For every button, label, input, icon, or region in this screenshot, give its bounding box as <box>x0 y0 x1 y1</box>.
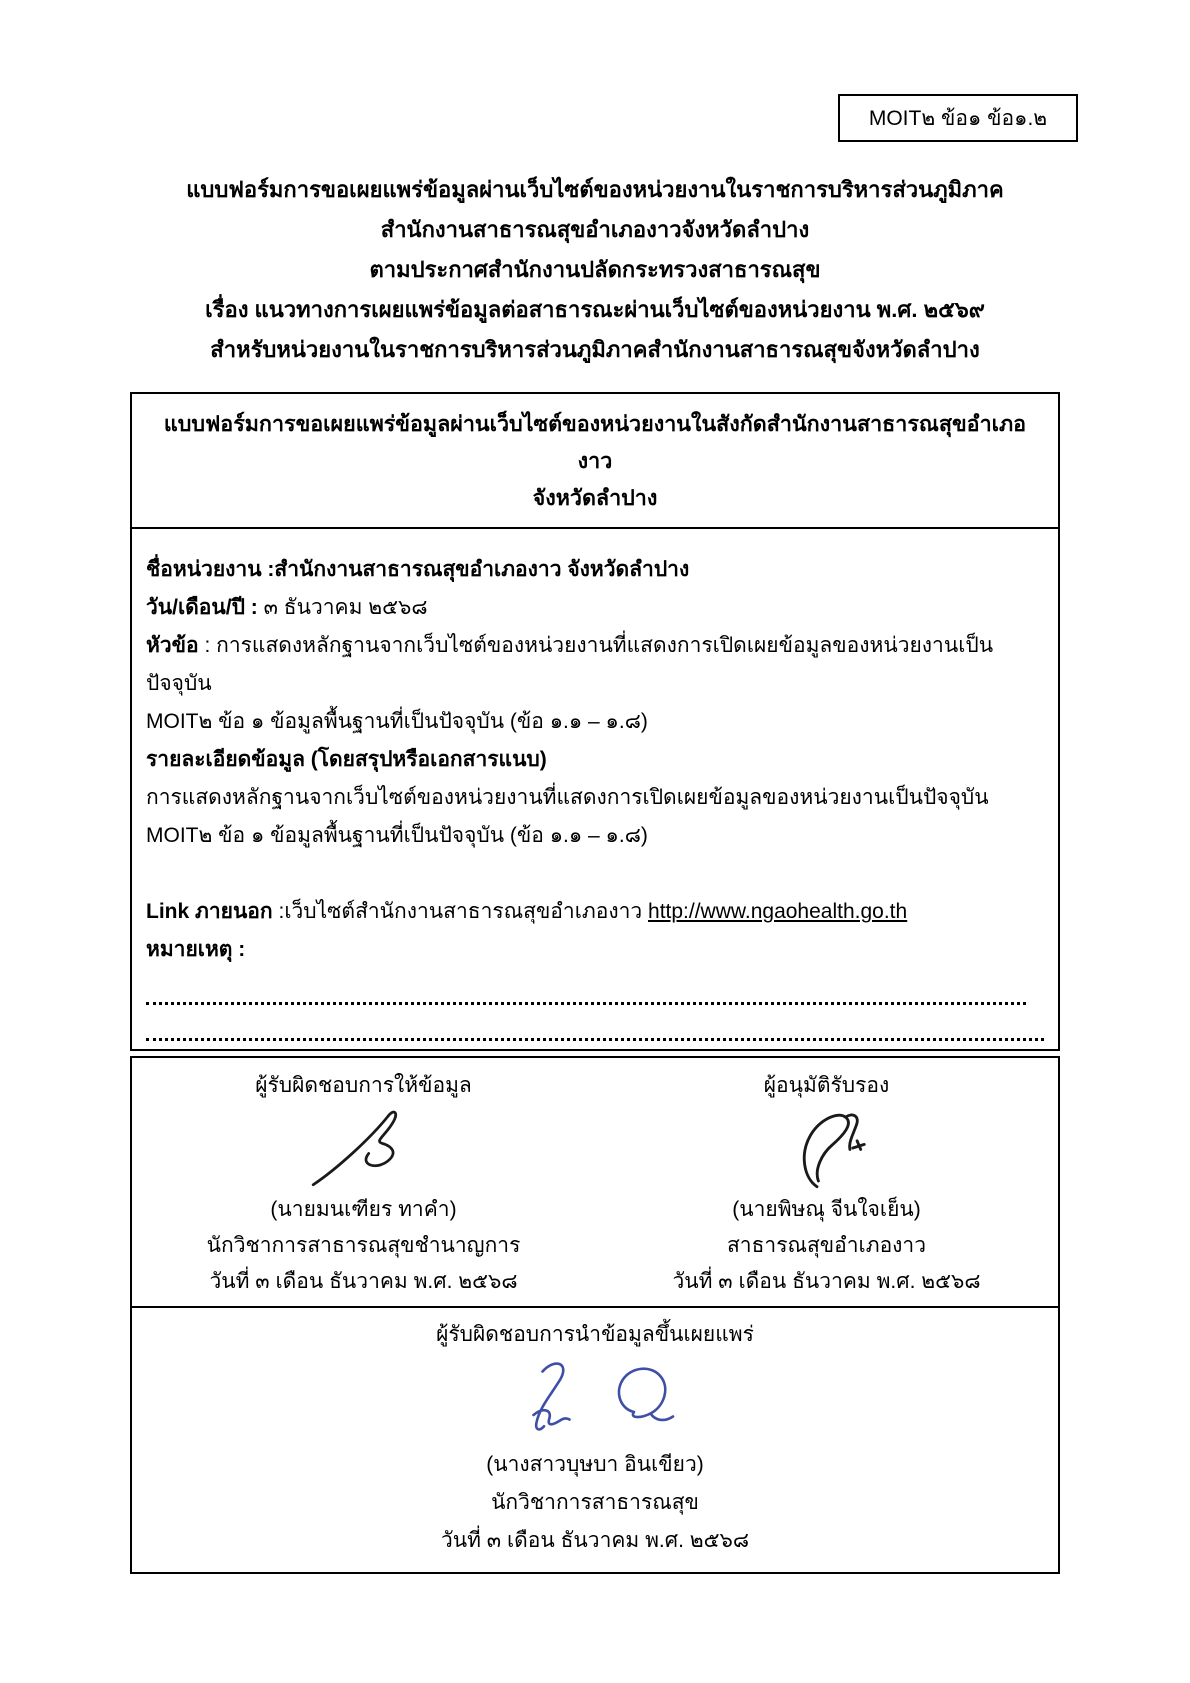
form-header-line-2: จังหวัดลำปาง <box>532 486 658 510</box>
blank-line <box>146 855 1044 893</box>
details-line-1: การแสดงหลักฐานจากเว็บไซต์ของหน่วยงานที่แสดงการเปิดเผยข้อมูลของหน่วยงานเป็นปัจจุบัน <box>146 786 989 809</box>
title-line-4: เรื่อง แนวทางการเผยแพร่ข้อมูลต่อสาธารณะผ่านเว็บไซต์ของหน่วยงาน พ.ศ. ๒๕๖๙ <box>205 297 985 322</box>
approver-date: วันที่ ๓ เดือน ธันวาคม พ.ศ. ๒๕๖๘ <box>672 1270 981 1293</box>
document-title-block <box>120 0 1070 370</box>
details-line-2: MOIT๒ ข้อ ๑ ข้อมูลพื้นฐานที่เป็นปัจจุบัน (ข้อ ๑.๑ – ๑.๘) <box>146 824 648 847</box>
ink-signature-black-icon <box>279 1105 449 1191</box>
publisher-box <box>130 1306 1060 1574</box>
publisher-heading: ผู้รับผิดชอบการนำข้อมูลขึ้นเผยแพร่ <box>436 1323 754 1346</box>
form-box-body <box>132 529 1058 1049</box>
title-line-1: แบบฟอร์มการขอเผยแพร่ข้อมูลผ่านเว็บไซต์ของหน่วยงานในราชการบริหารส่วนภูมิภาค <box>186 177 1004 202</box>
ink-signature-black-icon <box>757 1105 897 1191</box>
dotted-fill-line-1 <box>146 969 1026 1005</box>
publisher-signature-icon <box>142 1354 1048 1446</box>
info-provider-heading: ผู้รับผิดชอบการให้ข้อมูล <box>255 1074 472 1097</box>
date-label: วัน/เดือน/ปี : <box>146 596 258 619</box>
topic-line <box>146 627 1044 703</box>
external-link-url[interactable]: http://www.ngaohealth.go.th <box>648 900 908 923</box>
info-provider-position: นักวิชาการสาธารณสุขชำนาญการ <box>206 1234 521 1257</box>
document-code-box <box>838 94 1078 142</box>
topic-line-2: MOIT๒ ข้อ ๑ ข้อมูลพื้นฐานที่เป็นปัจจุบัน (ข้อ ๑.๑ – ๑.๘) <box>146 710 648 733</box>
info-provider-column <box>132 1058 595 1306</box>
approver-heading: ผู้อนุมัติรับรอง <box>763 1074 890 1097</box>
info-provider-name: (นายมนเฑียร ทาคำ) <box>270 1198 457 1221</box>
title-line-3: ตามประกาศสำนักงานปลัดกระทรวงสาธารณสุข <box>369 257 821 282</box>
external-link-label: Link ภายนอก <box>146 900 273 923</box>
form-box-header <box>132 394 1058 529</box>
details-heading: รายละเอียดข้อมูล (โดยสรุปหรือเอกสารแนบ) <box>146 748 547 771</box>
publisher-date: วันที่ ๓ เดือน ธันวาคม พ.ศ. ๒๕๖๘ <box>440 1529 750 1552</box>
topic-value: : การแสดงหลักฐานจากเว็บไซต์ของหน่วยงานที่แสดงการเปิดเผยข้อมูลของหน่วยงานเป็นปัจจุบัน <box>146 634 994 695</box>
info-provider-signature-icon <box>142 1104 585 1192</box>
external-link-prefix: :เว็บไซต์สำนักงานสาธารณสุขอำเภองาว <box>278 900 649 923</box>
publisher-name: (นางสาวบุษบา อินเขียว) <box>486 1453 704 1476</box>
title-line-2: สำนักงานสาธารณสุขอำเภองาวจังหวัดลำปาง <box>380 217 810 242</box>
date-line <box>146 589 1044 627</box>
document-code: MOIT๒ ข้อ๑ ข้อ๑.๒ <box>868 106 1048 130</box>
info-provider-date: วันที่ ๓ เดือน ธันวาคม พ.ศ. ๒๕๖๘ <box>209 1270 518 1293</box>
note-line <box>146 931 1044 969</box>
agency-label: ชื่อหน่วยงาน <box>146 558 262 581</box>
date-value: ๓ ธันวาคม ๒๕๖๘ <box>263 596 428 619</box>
topic-label: หัวข้อ <box>146 634 199 657</box>
approver-name: (นายพิษณุ จีนใจเย็น) <box>732 1198 921 1221</box>
agency-line <box>146 551 1044 589</box>
approver-signature-icon <box>605 1104 1048 1192</box>
publisher-position: นักวิชาการสาธารณสุข <box>491 1491 699 1514</box>
dotted-fill-line-2 <box>146 1005 1044 1041</box>
form-header-line-1: แบบฟอร์มการขอเผยแพร่ข้อมูลผ่านเว็บไซต์ของหน่วยงานในสังกัดสำนักงานสาธารณสุขอำเภองาว <box>163 412 1027 473</box>
title-line-5: สำหรับหน่วยงานในราชการบริหารส่วนภูมิภาคสำนักงานสาธารณสุขจังหวัดลำปาง <box>210 337 980 362</box>
form-box <box>130 392 1060 1051</box>
approver-column <box>595 1058 1058 1306</box>
approver-position: สาธารณสุขอำเภองาว <box>726 1234 927 1257</box>
ink-signature-blue-icon <box>480 1355 710 1445</box>
external-link-line <box>146 893 1044 931</box>
agency-value: :สำนักงานสาธารณสุขอำเภองาว จังหวัดลำปาง <box>267 558 690 581</box>
signature-box <box>130 1056 1060 1308</box>
note-label: หมายเหตุ : <box>146 938 246 961</box>
